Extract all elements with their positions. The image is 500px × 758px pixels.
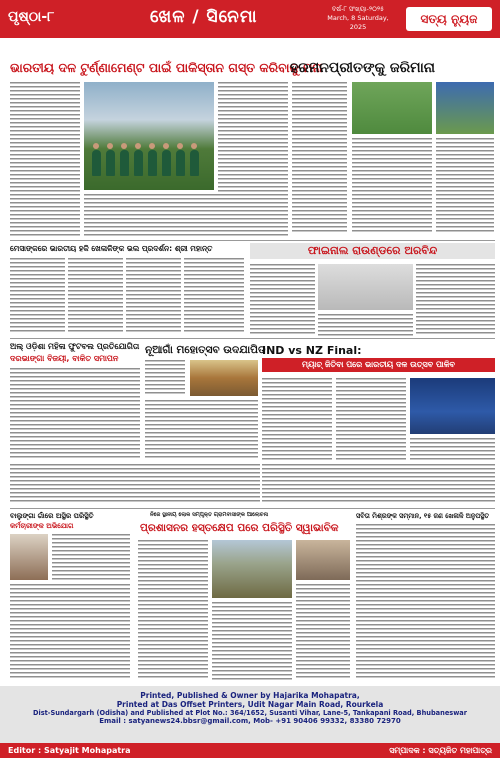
- cricket-photo: [352, 82, 432, 134]
- article-text: [212, 602, 292, 680]
- headline-darbhanga: ଦରଭାଙ୍ଗା ବିଜୟୀ, ବାକିତ ସମାପନ: [10, 354, 119, 363]
- contact-line: Email : satyanews24.bbsr@gmail.com, Mob- +91 90406 99332, 83380 72970: [99, 717, 401, 725]
- imprint-footer: [0, 686, 500, 743]
- festival-photo: [190, 360, 258, 396]
- trophy-photo: [410, 378, 495, 434]
- page-number: ପୃଷ୍ଠା-୮: [8, 9, 55, 25]
- article-text: [296, 584, 350, 680]
- article-text: [184, 258, 244, 334]
- player-photo: [436, 82, 494, 134]
- editor-name-odia: ସମ୍ପାଦକ : ସତ୍ୟଜିତ ମହାପାତ୍ର: [389, 746, 492, 755]
- article-text: [336, 378, 406, 460]
- article-text: [356, 524, 495, 680]
- article-text: [10, 258, 65, 334]
- article-text: [262, 464, 495, 504]
- section-title: ଖେଳ / ସିନେମା: [150, 7, 258, 27]
- page-header: [0, 0, 500, 38]
- issue-date-box: [318, 5, 398, 32]
- editor-bar: [0, 743, 500, 758]
- article-text: [416, 264, 495, 336]
- article-text: [10, 82, 80, 192]
- article-text: [410, 438, 495, 460]
- divider: [10, 508, 495, 509]
- article-text: [10, 464, 260, 504]
- issue-number: ବର୍ଷ-୮ ସଂଖ୍ୟା-୨୦୨୫: [331, 5, 385, 13]
- article-text: [10, 584, 130, 680]
- headline-football: ଅଲ୍ ଓଡ଼ିଶା ମହିଳା ଫୁଟବଲ ପ୍ରତିଯୋଗିତା: [10, 342, 140, 351]
- headline-balunga: ବାଲୁଙ୍ଗା ଗାଁରେ ଅସ୍ଥିର ପରିସ୍ଥିତି: [10, 512, 94, 520]
- article-text: [126, 258, 181, 334]
- field-photo: [212, 540, 292, 598]
- divider: [10, 338, 495, 339]
- article-text: [292, 82, 347, 232]
- village-photo: [296, 540, 350, 580]
- headline-complaint: କର୍ମଚାରୀଙ୍କ ଅଭିଯୋଗ: [10, 522, 74, 530]
- imprint-line: Dist-Sundargarh (Odisha) and Published at Plot No.: 364/1652, Susanti Vihar, Lane-5, Tankapani Road, Bhubaneswar: [32, 709, 468, 717]
- brand-logo: ସତ୍ୟ ନ୍ୟୁଜ: [406, 7, 492, 31]
- headline-hockey: ମେସାଙ୍କରେ ଭାରତୀୟ ହକି ଖେଳାଳିଙ୍କ ଭଲ ପ୍ରଦର୍ଶନ: ଶ୍ରୀ ମହାନ୍ତ: [10, 244, 213, 253]
- chess-photo: [318, 264, 413, 310]
- article-text: [218, 82, 288, 192]
- headline-pakistan: ଭାରତୀୟ ଦଳ ଟୁର୍ଣ୍ଣାମେଣ୍ଟ ପାଇଁ ପାକିସ୍ତାନ ଗସ୍ତ କରିବାକୁ ମନା: [10, 60, 323, 75]
- article-text: [145, 400, 258, 460]
- article-text: [352, 138, 432, 234]
- headline-ind-nz: IND vs NZ Final:: [262, 344, 362, 357]
- article-text: [318, 314, 413, 336]
- issue-date: March, 8 Saturday, 2025: [327, 14, 389, 31]
- headline-harmanpreet: ହରମନପ୍ରୀତଙ୍କୁ ଜରିମାନା: [290, 60, 436, 76]
- portrait-photo: [10, 534, 48, 580]
- article-text: [138, 540, 208, 680]
- headline-sabita: ସବିତା ମିଶ୍ରଙ୍କ ସମ୍ମାନ, ୧୫ ଜଣ ଖେଳାଳି ଅନୁପସ୍ଥିତ: [356, 512, 490, 520]
- divider: [10, 240, 495, 241]
- article-text: [68, 258, 123, 334]
- headline-kicker: ନିଜେ ସ୍ଥାନୀୟ ଲୋକ ସମ୍ପୃକ୍ତ ଗ୍ରାମବାସୀଙ୍କ ଆଲୋଚନା: [150, 512, 269, 518]
- headline-administration: ପ୍ରଶାସନର ହସ୍ତକ୍ଷେପ ପରେ ପରିସ୍ଥିତି ସ୍ୱାଭାବିକ: [140, 522, 339, 534]
- article-text: [10, 194, 80, 236]
- team-photo: [84, 82, 214, 190]
- article-text: [84, 194, 288, 236]
- headline-nuagaon: ନୂଆଗାଁ ମହୋତ୍ସବ ଉଦଯାପିତ: [145, 344, 266, 356]
- imprint-line: Printed, Published & Owner by Hajarika Mohapatra,: [140, 691, 360, 700]
- headline-arvind: ଫାଇନାଲ ରାଉଣ୍ଡରେ ଅରବିନ୍ଦ: [250, 243, 495, 259]
- article-text: [250, 264, 315, 336]
- article-text: [52, 534, 130, 580]
- article-text: [436, 138, 494, 234]
- imprint-line: Printed at Das Offset Printers, Udit Nagar Main Road, Rourkela: [116, 700, 384, 709]
- editor-name: Editor : Satyajit Mohapatra: [8, 746, 131, 755]
- headline-ind-nz-sub: ମ୍ୟାଚ୍ ଜିତିବା ପରେ ଭାରତୀୟ ଦଳ ଉତ୍ସବ ପାଳିବ: [262, 358, 495, 372]
- article-text: [10, 368, 140, 460]
- article-text: [262, 378, 332, 460]
- article-text: [145, 360, 185, 396]
